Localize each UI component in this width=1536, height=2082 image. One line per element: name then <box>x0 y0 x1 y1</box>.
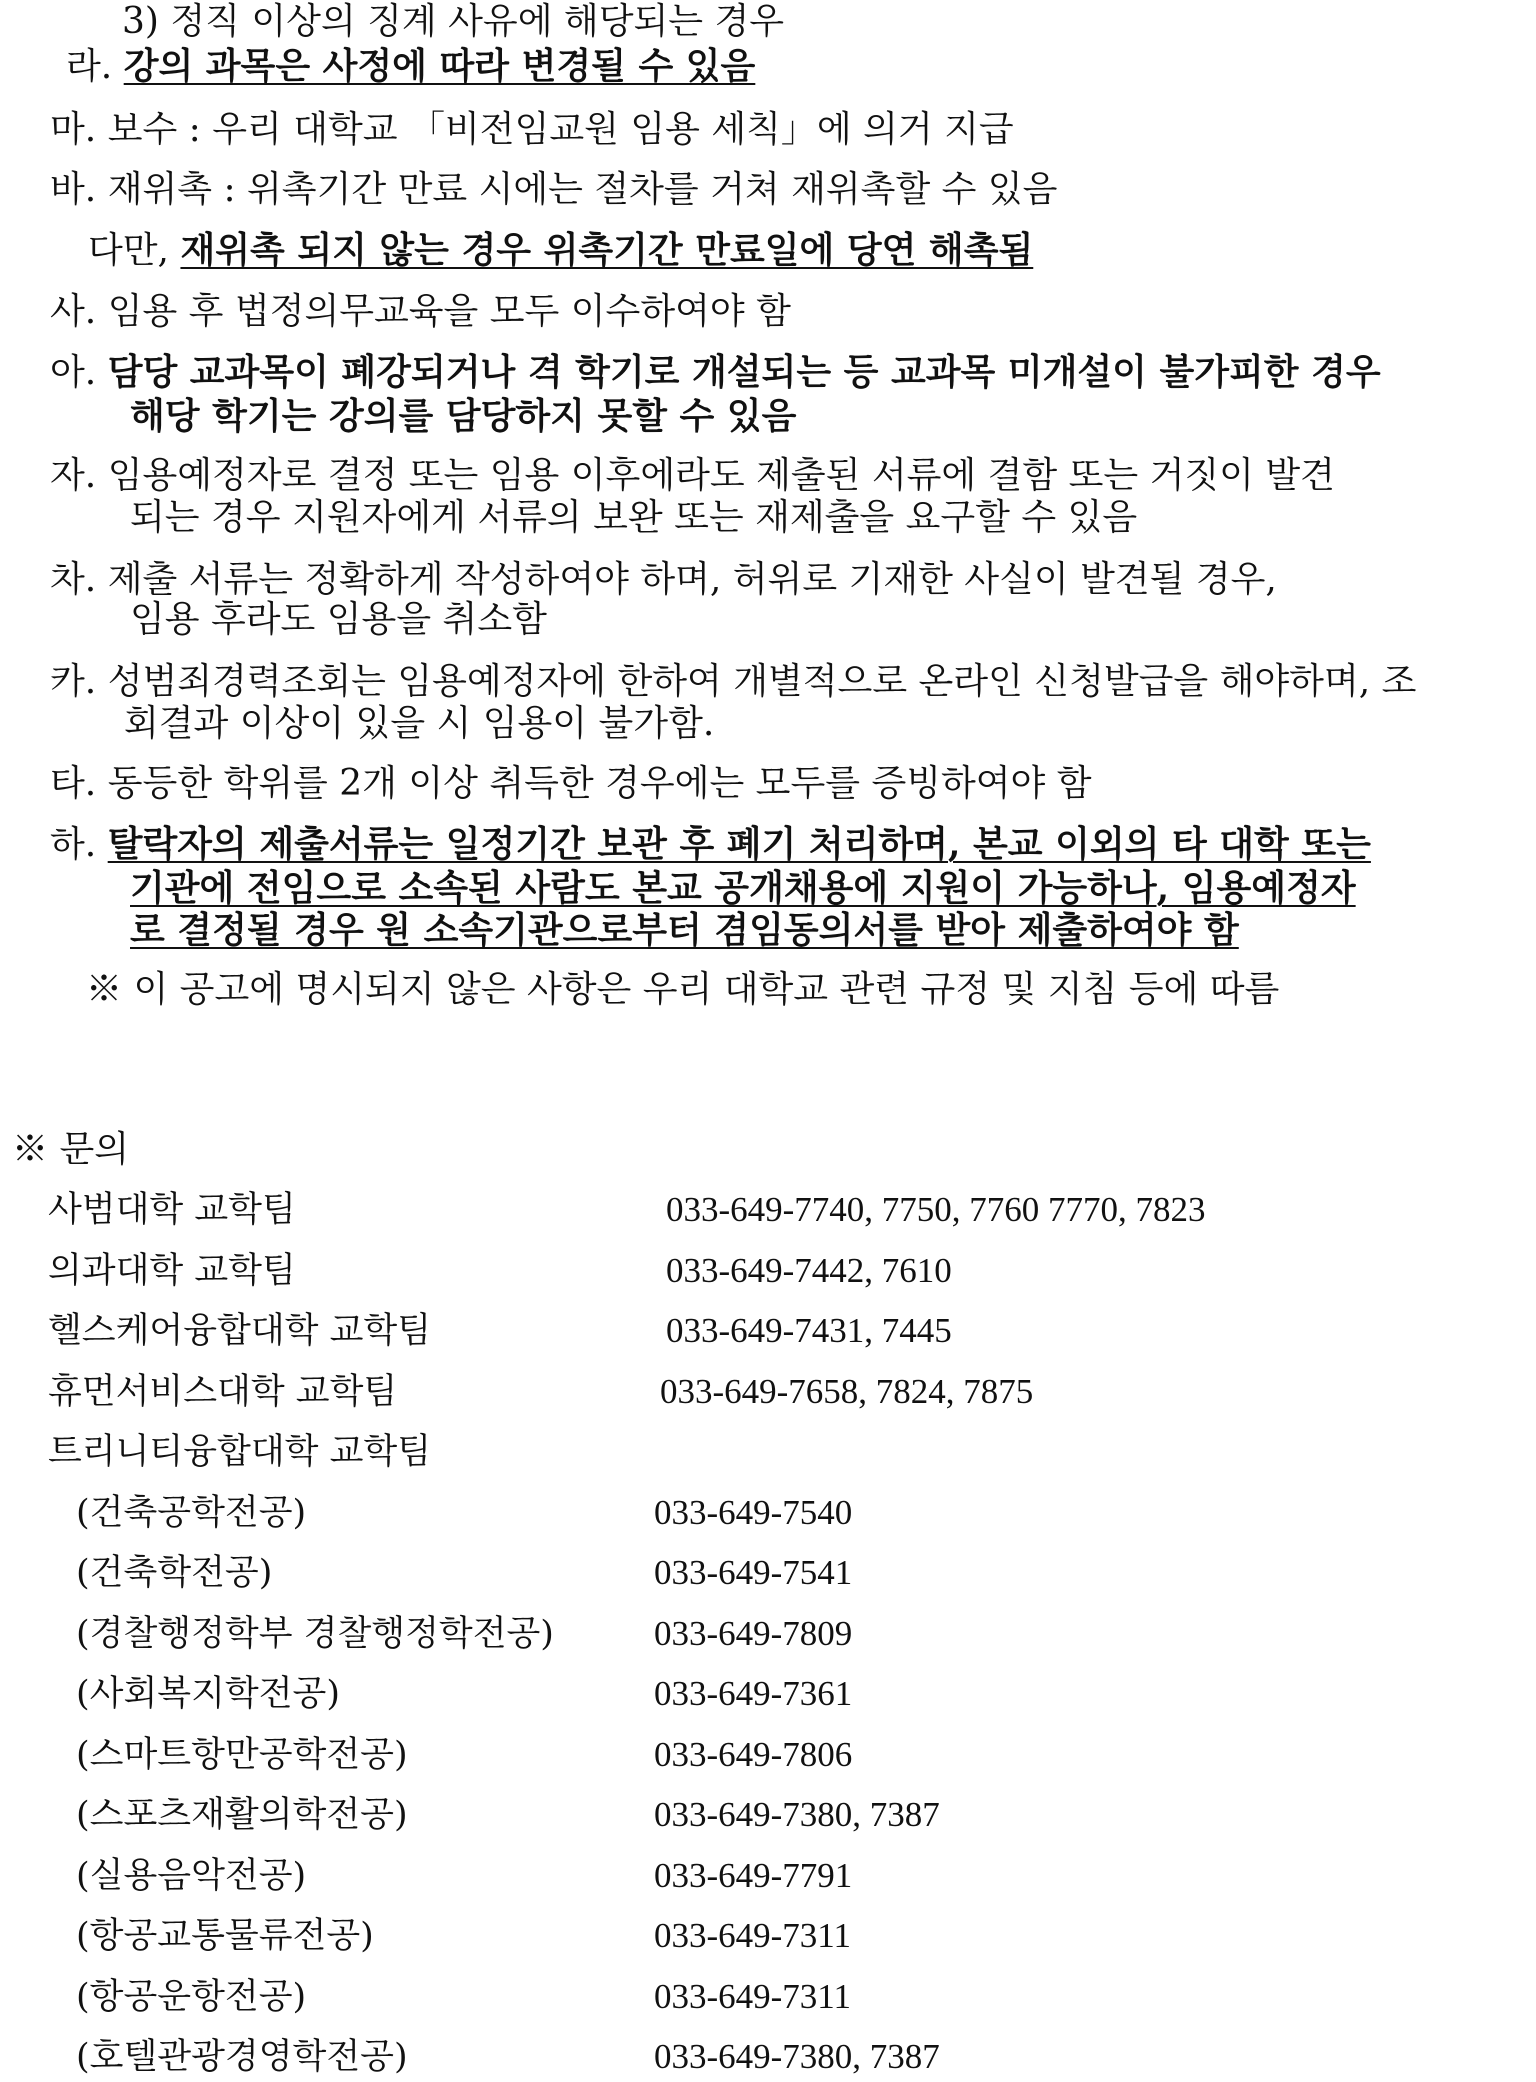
contact-name: 사범대학 교학팀 <box>48 1190 296 1230</box>
item-marker: 사. <box>50 291 97 332</box>
notice-item-ra <box>66 44 755 89</box>
contact-phone: 033-649-7809 <box>654 1614 853 1653</box>
notice-item-exception <box>88 228 1033 273</box>
contact-name: (항공운항전공) <box>76 1977 307 2017</box>
item-prefix: 다만, <box>88 230 169 271</box>
item-text-line1: 탈락자의 제출서류는 일정기간 보관 후 폐기 처리하며, 본교 이외의 타 대학 또는 <box>107 823 1371 865</box>
item-text: 재위촉 : 위촉기간 만료 시에는 절차를 거쳐 재위촉할 수 있음 <box>107 169 1058 210</box>
contact-phone: 033-649-7806 <box>654 1735 853 1774</box>
contact-phone: 033-649-7311 <box>654 1916 852 1955</box>
contact-phone: 033-649-7541 <box>654 1553 853 1592</box>
item-marker: 아. <box>50 352 97 393</box>
item-marker: 하. <box>50 824 97 865</box>
notice-item-ja <box>50 454 1335 498</box>
notice-subitem-3 <box>122 0 784 44</box>
contact-name: 트리니티융합대학 교학팀 <box>48 1432 432 1472</box>
contact-name: 휴먼서비스대학 교학팀 <box>48 1372 398 1412</box>
notice-item-a <box>50 350 1381 395</box>
notice-item-ta <box>50 762 1092 806</box>
contact-name: (사회복지학전공) <box>76 1674 340 1714</box>
contact-name: (호텔관광경영학전공) <box>76 2037 408 2077</box>
notice-item-ka-line2: 회결과 이상이 있을 시 임용이 불가함. <box>124 703 715 744</box>
contact-phone: 033-649-7431, 7445 <box>666 1311 952 1350</box>
contact-phone: 033-649-7791 <box>654 1856 853 1895</box>
notice-footnote <box>86 968 1279 1012</box>
item-marker: 카. <box>50 661 97 702</box>
item-text: 임용 후 법정의무교육을 모두 이수하여야 함 <box>107 291 791 332</box>
contact-phone: 033-649-7658, 7824, 7875 <box>660 1372 1034 1411</box>
notice-item-ja-line2: 되는 경우 지원자에게 서류의 보완 또는 재제출을 요구할 수 있음 <box>130 497 1138 538</box>
contact-phone: 033-649-7540 <box>654 1493 853 1532</box>
item-marker: 타. <box>50 763 97 804</box>
contact-name: (건축공학전공) <box>76 1493 307 1533</box>
item-marker: 바. <box>50 169 97 210</box>
item-marker: 자. <box>50 455 97 496</box>
contact-name: (항공교통물류전공) <box>76 1916 374 1956</box>
notice-item-a-line2: 해당 학기는 강의를 담당하지 못할 수 있음 <box>130 395 797 437</box>
notice-item-ha <box>50 822 1371 867</box>
contact-phone: 033-649-7380, 7387 <box>654 2037 940 2076</box>
notice-item-ma <box>50 108 1014 152</box>
notice-footnote-text: ※ 이 공고에 명시되지 않은 사항은 우리 대학교 관련 규정 및 지침 등에 따름 <box>86 969 1280 1010</box>
contact-phone: 033-649-7361 <box>654 1674 853 1713</box>
notice-item-ba <box>50 168 1057 212</box>
contact-name: (스마트항만공학전공) <box>76 1735 408 1775</box>
notice-subitem-3-text: 3) 정직 이상의 징계 사유에 해당되는 경우 <box>122 1 785 42</box>
contact-phone: 033-649-7740, 7750, 7760 7770, 7823 <box>666 1190 1206 1229</box>
item-text-line1: 제출 서류는 정확하게 작성하여야 하며, 허위로 기재한 사실이 발견될 경우, <box>107 559 1277 600</box>
contact-name: 의과대학 교학팀 <box>48 1251 296 1291</box>
item-text-line1: 성범죄경력조회는 임용예정자에 한하여 개별적으로 온라인 신청발급을 해야하며, 조 <box>107 661 1417 702</box>
item-text-line1: 임용예정자로 결정 또는 임용 이후에라도 제출된 서류에 결함 또는 거짓이 발견 <box>107 455 1335 496</box>
item-text: 재위촉 되지 않는 경우 위촉기간 만료일에 당연 해촉됨 <box>180 229 1034 271</box>
notice-item-ka <box>50 660 1416 704</box>
notice-item-cha <box>50 558 1277 602</box>
contact-name: 헬스케어융합대학 교학팀 <box>48 1311 432 1351</box>
item-text: 동등한 학위를 2개 이상 취득한 경우에는 모두를 증빙하여야 함 <box>107 763 1092 804</box>
contact-name: (건축학전공) <box>76 1553 273 1593</box>
item-text: 보수 : 우리 대학교 「비전임교원 임용 세칙」에 의거 지급 <box>107 109 1014 150</box>
notice-item-cha-line2: 임용 후라도 임용을 취소함 <box>130 599 547 640</box>
item-text: 강의 과목은 사정에 따라 변경될 수 있음 <box>123 45 756 87</box>
inquiry-heading: ※ 문의 <box>12 1129 129 1170</box>
contact-phone: 033-649-7442, 7610 <box>666 1251 952 1290</box>
contact-phone: 033-649-7380, 7387 <box>654 1795 940 1834</box>
contact-phone: 033-649-7311 <box>654 1977 852 2016</box>
notice-item-sa <box>50 290 791 334</box>
item-marker: 라. <box>66 46 113 87</box>
contact-name: (스포츠재활의학전공) <box>76 1795 408 1835</box>
item-text-line1: 담당 교과목이 폐강되거나 격 학기로 개설되는 등 교과목 미개설이 불가피한 경우 <box>107 351 1381 393</box>
notice-item-ha-line2: 기관에 전임으로 소속된 사람도 본교 공개채용에 지원이 가능하나, 임용예정자 <box>130 867 1356 909</box>
notice-item-ha-line3: 로 결정될 경우 원 소속기관으로부터 겸임동의서를 받아 제출하여야 함 <box>130 909 1239 951</box>
contact-name: (실용음악전공) <box>76 1856 307 1896</box>
item-marker: 차. <box>50 559 97 600</box>
contact-name: (경찰행정학부 경찰행정학전공) <box>76 1614 554 1654</box>
item-marker: 마. <box>50 109 97 150</box>
